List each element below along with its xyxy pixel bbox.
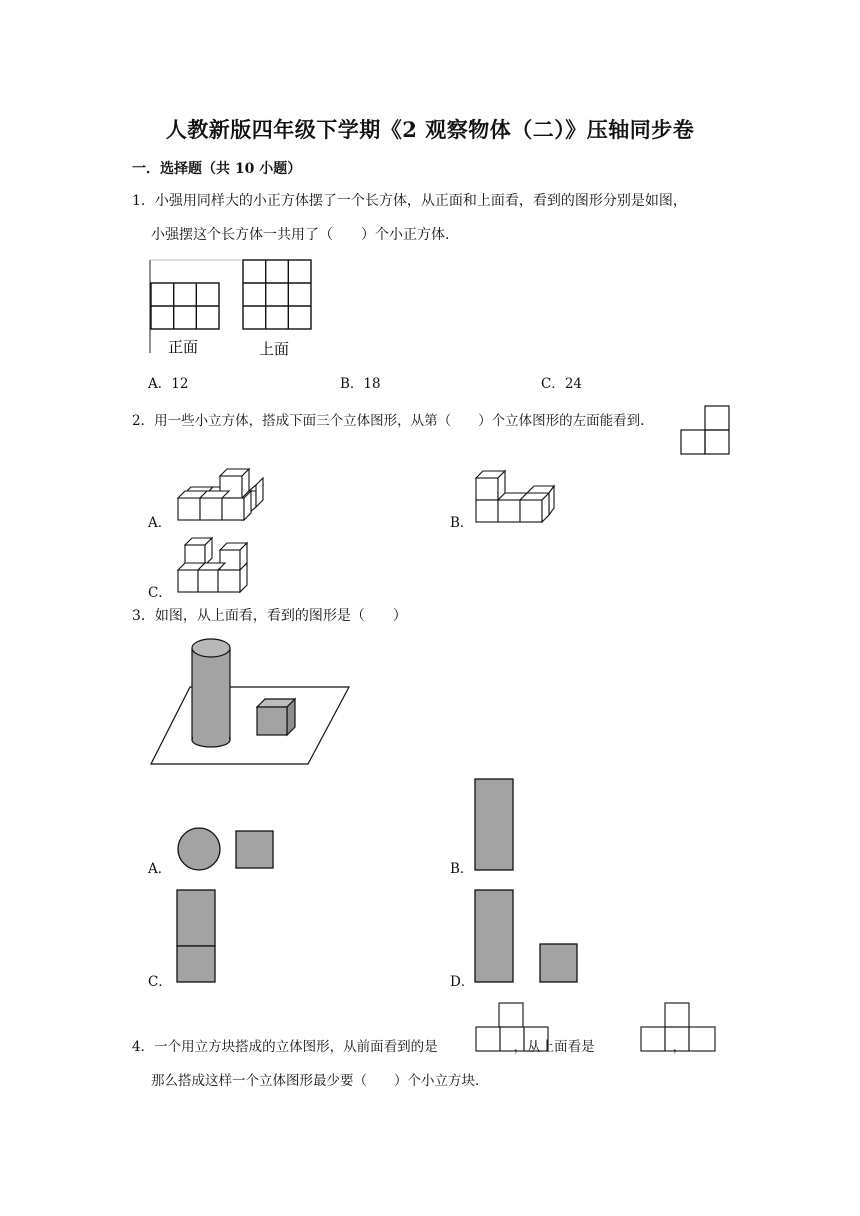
q2-option-b-letter: B． xyxy=(450,515,474,531)
q4-text-line1 xyxy=(132,1037,686,1057)
q1-figure xyxy=(145,255,325,365)
option-text: 18 xyxy=(363,376,381,392)
q2-option-a-letter: A． xyxy=(148,515,172,531)
upper-rectangle-shape xyxy=(177,890,215,946)
q3-option-d-letter: D． xyxy=(450,974,475,990)
square-shape xyxy=(236,831,273,868)
q4-front-view-figure xyxy=(475,1002,551,1054)
q3-option-b-letter: B． xyxy=(450,861,474,877)
q3-option-a-figure xyxy=(176,826,276,872)
option-text: 24 xyxy=(564,376,583,392)
front-view-grid xyxy=(151,283,219,329)
q4-text-part3: ， xyxy=(672,1039,687,1055)
option-letter: A． xyxy=(148,376,172,392)
q4-text-part2: ，从上面看是 xyxy=(513,1039,595,1055)
cube-shape xyxy=(257,699,295,735)
page-title: 人教新版四年级下学期《2 观察物体（二）》压轴同步卷 xyxy=(165,117,695,142)
q2-option-c-letter: C． xyxy=(148,585,172,601)
front-view-label: 正面 xyxy=(168,338,199,356)
q1-option-c xyxy=(541,372,582,392)
q2-text: 2．用一些小立方体，搭成下面三个立体图形，从第（ ）个立体图形的左面能看到. xyxy=(132,413,645,429)
q3-option-c-letter: C． xyxy=(148,974,172,990)
circle-shape xyxy=(178,828,220,870)
q3-scene-figure xyxy=(150,634,352,768)
q3-option-b-figure xyxy=(474,778,516,872)
q3-option-d-figure xyxy=(474,889,582,985)
q1-option-b xyxy=(340,372,381,392)
square-shape xyxy=(540,944,577,982)
q4-top-view-figure xyxy=(640,1002,718,1054)
q4-text-part1: 4．一个用立方块搭成的立体图形，从前面看到的是 xyxy=(132,1039,438,1055)
q4-text-line2: 那么搭成这样一个立体图形最少要（ ）个小立方块. xyxy=(151,1073,480,1089)
top-view-grid xyxy=(243,260,311,329)
option-text: 12 xyxy=(171,376,189,392)
cylinder-shape xyxy=(192,639,230,747)
top-view-label: 上面 xyxy=(259,340,290,358)
tall-rectangle-shape xyxy=(475,890,513,982)
q3-text: 3．如图，从上面看，看到的图形是（ ） xyxy=(132,608,407,624)
q2-option-c-figure xyxy=(176,536,256,596)
q2-option-a-figure xyxy=(176,472,271,527)
lower-rectangle-shape xyxy=(177,946,215,982)
q1-text-line2: 小强摆这个长方体一共用了（ ）个小正方体. xyxy=(151,227,450,243)
tall-rectangle-shape xyxy=(475,779,513,870)
q2-left-view-figure xyxy=(681,405,733,455)
plane-shape xyxy=(151,687,349,764)
q3-option-a-letter: A． xyxy=(148,861,172,877)
q3-option-c-figure xyxy=(176,889,218,985)
option-letter: B． xyxy=(340,376,364,392)
q1-option-a xyxy=(148,372,188,392)
section-heading: 一．选择题（共 10 小题） xyxy=(132,161,302,177)
q1-text-line1: 1．小强用同样大的小正方体摆了一个长方体，从正面和上面看，看到的图形分别是如图， xyxy=(132,193,687,209)
q2-option-b-figure xyxy=(474,470,559,526)
option-letter: C． xyxy=(541,376,565,392)
